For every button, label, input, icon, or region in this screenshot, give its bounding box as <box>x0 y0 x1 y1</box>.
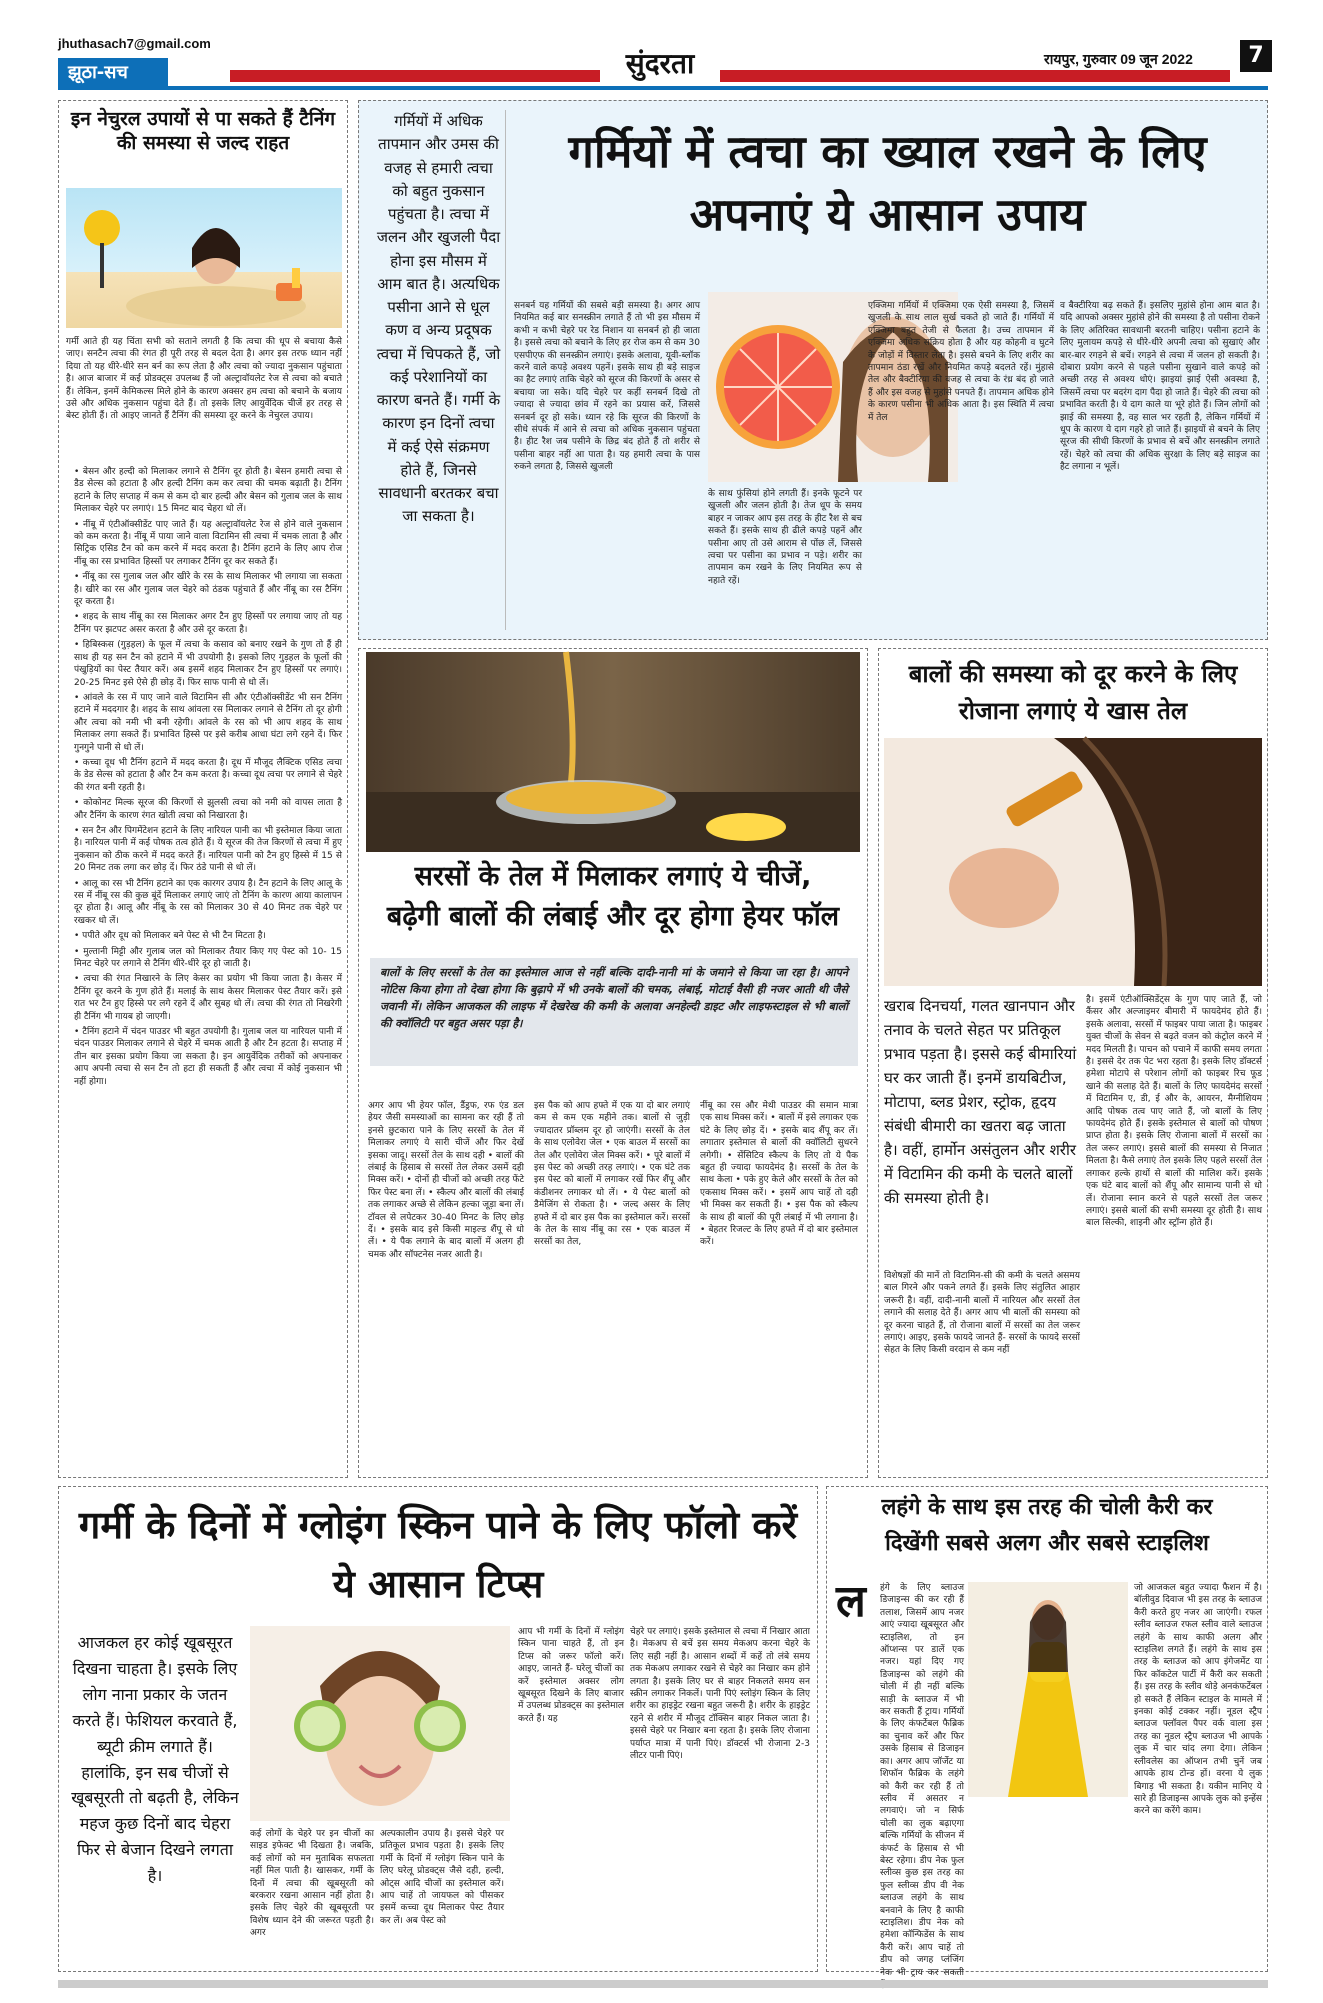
mustard-intro: बालों के लिए सरसों के तेल का इस्तेमाल आज से नहीं बल्कि दादी-नानी मां के जमाने से किया जा रहा है। आपने नोटिस किया होगा तो देखा होगा कि बुढ़ापे में भी उनके बालों की चमक, लंबाई, मोटाई वैसी ही नजर आती थी जैसे जवानी में। लेकिन आजकल की लाइफ में देखरेख की कमी के अलावा अनहेल्दी डाइट और लाइफस्टाइल से भी बालों की क्वॉलिटी पर बहुत असर पड़ा है। <box>370 958 858 1066</box>
summer-col-2: के साथ फुंसियां होने लगती हैं। इनके फूटने पर खुजली और जलन होती है। तेज धूप के समय बाहर न जाकर आप इस तरह के हीट रैश से बच सकते हैं। इसके साथ ही ढीले कपड़े पहनें और पसीना आए तो उसे आराम से पोंछ लें, जिससे त्वचा पर पसीना का प्रभाव न पड़े। शरीर का तापमान कम रखने के लिए नियमित रूप से नहाते रहें। <box>708 489 862 586</box>
header-rule <box>58 86 1268 90</box>
list-item: • आलू का रस भी टैनिंग हटाने का एक कारगर उपाय है। टैन हटाने के लिए आलू के रस में नींबू रस की कुछ बूंदें मिलाकर लगाएं जाएं तो टैनिंग के कारण आया कालापन दूर होता है। आलू और नींबू के रस को मिलाकर 30 से 40 मिनट तक चेहरे पर रखकर धो लें। <box>74 878 342 926</box>
hair-oil-photo <box>884 738 1262 986</box>
header-red-bar <box>230 70 1230 82</box>
summer-pullquote: गर्मियों में अधिक तापमान और उमस की वजह से हमारी त्वचा को बहुत नुकसान पहुंचता है। त्वचा में जलन और खुजली पैदा होना इस मौसम में आम बात है। अत्यधिक पसीना आने से धूल कण व अन्य प्रदूषक त्वचा में चिपकते हैं, जो कई परेशानियों का कारण बनते हैं। गर्मी के कारण इन दिनों त्वचा में कई ऐसे संक्रमण होते हैं, जिनसे सावधानी बरतकर बचा जा सकता है। <box>376 112 501 526</box>
list-item: • हिबिस्कस (गुड़हल) के फूल में त्वचा के कसाव को बनाए रखने के गुण तो हैं ही साथ ही यह सन टैन को हटाने में भी उपयोगी है। इसको लिए गुड़हल के फूलों की पंखुड़ियों का पेस्ट तैयार करें। अब इसमें शहद मिलाकर टैन हुए हिस्सों पर लगाएं। 20-25 मिनट इसे ऐसे ही छोड़ दें। फिर साफ पानी से धो लें। <box>74 640 342 688</box>
cucumber-woman-photo <box>250 1626 510 1821</box>
mustard-headline-line-2: बढ़ेगी बालों की लंबाई और दूर होगा हेयर फॉल <box>386 901 840 932</box>
brand-logo: झूठा-सच <box>58 58 168 86</box>
mustard-col-3: नींबू का रस और मेथी पाउडर की समान मात्रा एक साथ मिक्स करें। • बालों में इसे लगाकर एक घंटे के लिए छोड़ दें। • इसके बाद शैंपू कर लें। लगातार इस्तेमाल से बालों की क्वॉलिटी सुधरने लगेगी। • सेंसिटिव स्कैल्प के लिए तो ये पैक बहुत ही ज्यादा फायदेमंद है। सरसों के तेल के साथ केला • पके हुए केले और सरसों के तेल को एकसाथ मिक्स करें। • इसमें आप चाहें तो दही भी मिक्स कर सकती हैं। • इस पैक को स्कैल्प के साथ ही बालों की पूरी लंबाई में भी लगाना है। • बेहतर रिजल्ट के लिए हफ्ते में दो बार इस्तेमाल करें। <box>700 1101 858 1248</box>
oil-bowl-illustration <box>366 652 860 852</box>
hair-oil-illustration <box>884 738 1262 986</box>
list-item: • शहद के साथ नींबू का रस मिलाकर अगर टैन हुए हिस्सों पर लगाया जाए तो यह टैनिंग पर झटपट असर करता है और उसे दूर करता है। <box>74 612 343 635</box>
list-item: • टैनिंग हटाने में चंदन पाउडर भी बहुत उपयोगी है। गुलाब जल या नारियल पानी में चंदन पाउडर मिलाकर लगाने से चेहरे में चमक आती है और टैन हटता है। सप्ताह में तीन बार इसका प्रयोग किया जा सकता है। इन आयुर्वेदिक तरीकों को अपनाकर आप अपनी त्वचा से सन टैन तो हटा ही सकती हैं और त्वचा में कोई नुकसान भी नहीं होगा। <box>74 1027 342 1087</box>
summer-col-4: व बैक्टीरिया बढ़ सकते हैं। इसलिए मुहांसे होना आम बात है। यदि आपको अक्सर मुहांसे होने की समस्या है तो पसीना रोकने के लिए अतिरिक्त सावधानी बरतनी चाहिए। पसीना हटाने के लिए मुलायम कपड़े से धीरे-धीरे अपनी त्वचा को सुखाएं और बार-बार रगड़ने से बचें। रगड़ने से त्वचा में जलन हो सकती है। दोबारा प्रयोग करने से पहले पसीना सुखाने वाले कपड़े को अच्छी तरह से अवश्य धोएं। झाइयां झाई ऐसी अवस्था है, जिसमें त्वचा पर बदरंग दाग पैदा हो जाते हैं। चेहरे की त्वचा को प्रभावित करती है। ये दाग काले या भूरे होते हैं। जिन लोगों को झाई की समस्या है, वह साल भर रहती है, लेकिन गर्मियों में धूप के कारण ये दाग गहरे हो जाते हैं। झाइयों से बचने के लिए सूरज की सीधी किरणों के प्रभाव से बचें और सनस्क्रीन लगाते रहें। चेहरे को त्वचा की अधिक सुरक्षा के लिए बड़े साइज का हैट लगाना न भूलें। <box>1060 301 1260 473</box>
section-title: सुंदरता <box>600 44 720 82</box>
hair-oil-col-1b: विशेषज्ञों की मानें तो विटामिन-सी की कमी के चलते असमय बाल गिरने और पकने लगते हैं। इसके लिए संतुलित आहार जरूरी है। वहीं, दादी-नानी बालों में नारियल और सरसों तेल लगाने की सलाह देते हैं। अगर आप भी बालों की समस्या को दूर करना चाहते हैं, तो रोजाना बालों में सरसों का तेल जरूर लगाएं। आइए, इसके फायदे जानते हैं- सरसों के फायदे सरसों सेहत के लिए किसी वरदान से कम नहीं <box>884 1271 1080 1356</box>
yellow-lehenga-photo <box>968 1582 1128 1797</box>
lehenga-col-1: हंगे के लिए ब्लाउज डिजाइन्स की कर रही हैं तलाश, जिसमें आप नजर आएं ज्यादा खूबसूरत और स्टाइलिश, तो इन ऑप्शन्स पर डालें एक नजर। यहां दिए गए डिजाइन्स को लहंगे की चोली में ही नहीं बल्कि साड़ी के ब्लाउज में भी कर सकती हैं ट्राय। गर्मियों के लिए कंफर्टेबल फैब्रिक का चुनाव करें और फिर उसके हिसाब से डिजाइन का। अगर आप जॉर्जेट या शिफॉन फैब्रिक के लहंगे को कैरी कर रही हैं तो स्लीव में असतर न लगवाएं। जो न सिर्फ चोली का लुक बढ़ाएगा बल्कि गर्मियों के सीजन में कंफर्ट के हिसाब से भी बेस्ट रहेगा। डीप नेक फुल स्लीव्स कुछ इस तरह का फुल स्लीव्स डीप वी नेक ब्लाउज लहंगे के साथ बनवाने के लिए है काफी स्टाइलिश। डीप नेक को हमेशा कॉन्फिडेंस के साथ कैरी करें। आप चाहें तो डीप को जगह प्लंजिंग नेक भी ट्राय कर सकती <box>880 1583 964 1978</box>
mustard-col-2: इस पैक को आप हफ्ते में एक या दो बार लगाएं कम से कम एक महीने तक। बालों से जुड़ी ज्यादातर प्रॉब्लम दूर हो जाएंगी। सरसों के तेल के साथ एलोवेरा जेल • एक बाउल में सरसों का तेल और एलोवेरा जेल मिक्स करें। • पूरे बालों में इस पेस्ट को अच्छी तरह लगाएं। • एक घंटे तक इस पेस्ट को बालों में लगाकर रखें फिर शैंपू और कंडीशनर लगाकर धो लें। • ये पेस्ट बालों को डैमेजिंग से रोकता है। • जल्द असर के लिए हफ्ते में दो बार इस पैक का इस्तेमाल करें। सरसों के तेल के साथ नींबू का रस • एक बाउल में सरसों का तेल, <box>534 1101 690 1248</box>
lehenga-col-2: जो आजकल बहुत ज्यादा फैशन में है। बॉलीवुड दिवाज भी इस तरह के ब्लाउज कैरी करते हुए नजर आ जाएंगी। रफल स्लीव ब्लाउज रफल स्लीव वाले ब्लाउज लहंगे के साथ काफी अलग और स्टाइलिश लगते हैं। लहंगे के साथ इस तरह के ब्लाउज को आप इंगेजमेंट या फिर कॉकटेल पार्टी में कैरी कर सकती हैं। इस तरह के स्लीव थोड़े अनकंफर्टेबल हो सकते हैं लेकिन स्टाइल के मामले में इनका कोई टक्कर नहीं। नूडल स्ट्रैप ब्लाउज फ्लॉवल पैपर वर्क वाला इस तरह का नूडल स्ट्रैप ब्लाउज भी आपके लुक में चार चांद लगा देगा। लेकिन स्लीवलेस का ऑप्शन तभी चुनें जब आपके हाथ टोन्ड हों। वरना ये लुक बिगाड़ भी सकता है। यकीन मानिए ये सारे ही डिजाइन्स आपके लुक को इन्हेंस करने का करेंगे काम। <box>1134 1583 1262 1817</box>
list-item: • सन टैन और पिगमेंटेशन हटाने के लिए नारियल पानी का भी इस्तेमाल किया जाता है। नारियल पानी में कई पोषक तत्व होते हैं। ये सूरज की तेज किरणों से त्वचा में हुए नुकसान को ठीक करने में मदद करते हैं। नारियल पानी को टैन हुए हिस्से में 15 से 20 मिनट तक लगा कर छोड़ दें। फिर ठंडे पानी से धो लें। <box>74 825 343 874</box>
list-item: • नींबू का रस गुलाब जल और खीरे के रस के साथ मिलाकर भी लगाया जा सकता है। खीरे का रस और गुलाब जल चेहरे को ठंडक पहुंचाते हैं और नींबू का रस टैनिंग दूर करता है। <box>74 572 342 608</box>
list-item: • आंवले के रस में पाए जाने वाले विटामिन सी और एंटीऑक्सीडेंट भी सन टैनिंग हटाने में मददगार है। शहद के साथ आंवला रस मिलाकर लगाने से टैनिंग तो दूर होगी और त्वचा को नमी भी बनी रहेगी। आंवले के रस को भी आप शहद के साथ मिलाकर लगा सकते हैं। प्रभावित हिस्से पर इसे करीब आधा घंटा लगे रहने दें। फिर गुनगुने पानी से धो लें। <box>74 692 343 753</box>
hair-oil-col-2: है। इसमें एंटीऑक्सिडेंट्स के गुण पाए जाते हैं, जो कैंसर और अल्जाइमर बीमारी में फायदेमंद होते हैं। इसके अलावा, सरसों में फाइबर पाया जाता है। फाइबर युक्त चीजों के सेवन से बढ़ते वजन को कंट्रोल करने में मदद मिलती है। पाचन को पचाने में काफी समय लगता है। इससे देर तक पेट भरा रहता है। इसके लिए डॉक्टर्स हमेशा मोटापे से परेशान लोगों को फाइबर रिच फूड खाने की सलाह देते हैं। बालों के लिए फायदेमंद सरसों में विटामिन ए, डी, ई और के, आयरन, मैग्नीशियम आदि पोषक तत्व पाए जाते हैं, जो बालों के लिए फायदेमंद होते हैं। इसके इस्तेमाल से बालों को पोषण प्राप्त होता है। इसके लिए रोजाना बालों में सरसों का तेल जरूर लगाएं। इससे बालों की समस्या से निजात मिलता है। कैसे लगाएं तेल इसके लिए पहले सरसों तेल लगाकर हल्के हाथों से बालों की मालिश करें। इसके एक घंटे बाद बालों को शैंपू और सामान्य पानी से धो लें। रोजाना स्नान करने से पहले सरसों तेल जरूर लगाएं। इससे बालों की सभी समस्या दूर होती है। साथ बाल सिल्की, शाइनी और स्ट्रॉन्ग होते हैं। <box>1086 995 1262 1229</box>
tanning-bullet-list <box>66 466 342 1471</box>
glow-col-3: चेहरे पर लगाएं। इसके इस्तेमाल से त्वचा में निखार आता है। मेकअप से बचें इस समय मेकअप करना चेहरे के लिए सही नहीं है। आसान शब्दों में कहें तो लंबे समय तक मेकअप लगाकर रखने से चेहरे का निखार कम होने लगता है। इसके लिए घर से बाहर निकलते समय सन स्क्रीन लगाकर निकलें। पानी पिएं स्लोइंग स्किन के लिए शरीर का हाइड्रेट रखना बहुत जरूरी है। शरीर के हाइड्रेट रहने से शरीर में मौजूद टॉक्सिन बाहर निकल जाता है। इससे चेहरे पर निखार बना रहता है। इसके लिए रोजाना पर्याप्त मात्रा में पानी पिएं। डॉक्टर्स भी रोजाना 2-3 लीटर पानी पिएं। <box>630 1627 810 1762</box>
hair-oil-lead: खराब दिनचर्या, गलत खानपान और तनाव के चलते सेहत पर प्रतिकूल प्रभाव पड़ता है। इससे कई बीमारियां घर कर जाती हैं। इनमें डायबिटीज, मोटापा, ब्लड प्रेशर, स्ट्रोक, हृदय संबंधी बीमारी का खतरा बढ़ जाता है। वहीं, हार्मोन असंतुलन और शरीर में विटामिन की कमी के चलते बालों की समस्या होती है। <box>884 997 1077 1207</box>
summer-col-3: एक्जिमा गर्मियों में एक्जिमा एक ऐसी समस्या है, जिसमें खुजली के साथ लाल सुर्ख चकते हो जाते हैं। गर्मियों में एक्जिमा बहुत तेजी से फैलता है। उच्च तापमान में एक्जिमा अधिक सक्रिय होता है और यह कोहनी व घुटने के जोड़ों में विस्तार लेता है। इससे बचने के लिए शरीर का तापमान ठंडा रखें और नियमित कपड़े बदलते रहें। मुंहासे तेल और बैक्टीरिया की वजह से त्वचा के रंध्र बंद हो जाते हैं और इस वजह से मुहांसे पनपते हैं। तापमान अधिक होने के कारण पसीना भी अधिक आता है। इस स्थिति में त्वचा में तेल <box>868 301 1054 423</box>
list-item: • पपीते और दूध को मिलाकर बने पेस्ट से भी टैन मिटता है। <box>74 931 266 942</box>
tanning-headline: इन नेचुरल उपायों से पा सकते हैं टैनिंग की समस्या से जल्द राहत <box>70 108 336 154</box>
yellow-lehenga-woman-illustration <box>968 1582 1128 1797</box>
footer-color-bar <box>58 1980 1268 1988</box>
list-item: • बेसन और हल्दी को मिलाकर लगाने से टैनिंग दूर होती है। बेसन हमारी त्वचा से डैड सेल्स को हटाता है और हल्दी टैनिंग कम कर त्वचा की चमक बढ़ाती है। टैनिंग हटाने के लिए सप्ताह में कम से कम दो बार हल्दी और बेसन को गुलाब जल के साथ मिलाकर चेहरे पर लगाएं। 15 मिनट बाद चेहरा धो लें। <box>74 467 342 515</box>
summer-headline: गर्मियों में त्वचा का ख्याल रखने के लिए अपनाएं ये आसान उपाय <box>568 125 1207 241</box>
hair-oil-headline: बालों की समस्या को दूर करने के लिए रोजाना लगाएं ये खास तेल <box>908 660 1238 726</box>
lehenga-headline-line-2: दिखेंगी सबसे अलग और सबसे स्टाइलिश <box>885 1531 1209 1556</box>
glow-col-1: आप भी गर्मी के दिनों में ग्लोइंग स्किन पाना चाहते हैं, तो इन टिप्स को जरूर फॉलो करें। आइए, जानते हैं- घरेलू चीजों का करें इस्तेमाल अक्सर लोग खूबसूरत दिखने के लिए बाजार में उपलब्ध प्रोडक्ट्स का इस्तेमाल करते हैं। यह <box>518 1627 624 1724</box>
tanning-intro: गर्मी आते ही यह चिंता सभी को सताने लगती है कि त्वचा की धूप से बचाया कैसे जाए। सनटैन त्वचा की रंगत ही पूरी तरह से बदल देता है। अगर इस तरफ ध्यान नहीं दिया तो यह धीरे-धीरे सन बर्न का रूप लेता है और त्वचा को ज्यादा नुकसान पहुंचाता है। आज बाजार में कई प्रोडक्ट्स उपलब्ध हैं जो अल्ट्रावॉयलेट रेज से त्वचा को बचाते हैं। लेकिन, इनमें केमिकल्स मिले होने के कारण अक्सर हम त्वचा को बचाने के बजाय उसे और अधिक नुकसान पहुंचा देते हैं। तो इसके लिए आयुर्वेदिक चीजें हर तरह से बेस्ट होती हैं। तो आइए जानते हैं टैनिंग की समस्या दूर करने के नेचुरल उपाय। <box>66 337 342 422</box>
oil-pour-photo <box>366 652 860 852</box>
mustard-col-1: अगर आप भी हेयर फॉल, डैंड्रफ, रफ एंड डल हेयर जैसी समस्याओं का सामना कर रही हैं तो इनसे छुटकारा पाने के लिए सरसों के तेल में मिलाकर लगाएं ये सारी चीजें और फिर देखें इसका जादू। सरसों तेल के साथ दही • बालों की लंबाई के हिसाब से सरसों तेल लेकर उसमें दही मिक्स करें। • दोनों ही चीजों को अच्छी तरह फेंटे फिर पेस्ट बना लें। • स्कैल्प और बालों की लंबाई तक लगाकर अच्छे से लेकिन हल्का जूड़ा बना लें। टॉवल से लपेटकर 30-40 मिनट के लिए छोड़ दें। • इसके बाद इसे किसी माइल्ड शैंपू से धो लें। • ये पैक लगाने के बाद बालों में अलग ही चमक और सॉफ्टनेस नजर आती है। <box>368 1101 524 1260</box>
mustard-headline-line-1: सरसों के तेल में मिलाकर लगाएं ये चीजें, <box>414 861 812 892</box>
list-item: • कच्चा दूध भी टैनिंग हटाने में मदद करता है। दूध में मौजूद लैक्टिक एसिड त्वचा के डेड सेल्स को हटाता है और टैन कम करता है। कच्चा दूध त्वचा पर लगाने से चेहरे की रंगत बनी रहती है। <box>74 757 343 793</box>
lehenga-headline-line-1: लहंगे के साथ इस तरह की चोली कैरी कर <box>881 1495 1213 1520</box>
glow-headline: गर्मी के दिनों में ग्लोइंग स्किन पाने के लिए फॉलो करें ये आसान टिप्स <box>78 1503 798 1606</box>
issue-date: रायपुर, गुरुवार 09 जून 2022 <box>1040 50 1197 69</box>
email: jhuthasach7@gmail.com <box>58 36 211 51</box>
list-item: • नींबू में एंटीऑक्सीडेंट पाए जाते हैं। यह अल्ट्रावॉयलेट रेज से होने वाले नुकसान को कम करता है। नींबू में पाया जाने वाला विटामिन सी त्वचा में चमक लाता है और सिट्रिक एसिड टैन को कम करने में मदद करता है। टैनिंग हटाने के लिए आप रोज नींबू का रस प्रभावित हिस्सों पर लगाकर टैनिंग दूर कर सकते हैं। <box>74 519 342 567</box>
list-item: • मुल्तानी मिट्टी और गुलाब जल को मिलाकर तैयार किए गए पेस्ट को 10- 15 मिनट चेहरे पर लगाने से टैनिंग धीरे-धीरे दूर हो जाती है। <box>74 946 343 970</box>
glow-col-2: अल्पकालीन उपाय है। इससे चेहरे पर प्रतिकूल प्रभाव पड़ता है। इसके लिए गर्मी के दिनों में ग्लोइंग स्किन पाने के लिए घरेलू प्रोडक्ट्स जैसे दही, हल्दी, ओट्स आदि चीजों का इस्तेमाल करें। आप चाहें तो जायफल को पीसकर इसमें कच्चा दूध मिलाकर पेस्ट तैयार कर लें। अब पेस्ट को <box>380 1829 504 1926</box>
pullquote-divider <box>505 110 506 630</box>
woman-in-sand-illustration <box>66 188 342 328</box>
summer-col-1: सनबर्न यह गर्मियों की सबसे बड़ी समस्या है। अगर आप नियमित कई बार सनस्क्रीन लगाते हैं तो भी इस मौसम में कभी न कभी चेहरे पर रेड निशान या सनबर्न हो ही जाता है। इससे त्वचा को बचाने के लिए हर रोज कम से कम 30 एसपीएफ की सनस्क्रीन लगाएं। इसके अलावा, यूवी-ब्लॉक करने वाले कपड़े अवश्य पहनें। इसके साथ ही बड़े साइज का हैट लगाएं ताकि चेहरे को सूरज की किरणों के असर से बचाया जा सके। यदि चेहरे पर कहीं सनबर्न दिखे तो ज्यादा से ज्यादा छांव में रहने का प्रयास करें, जिससे सनबर्न दूर हो सके। ध्यान रहे कि सूरज की किरणों के सीधे संपर्क में आने से त्वचा को अधिक नुकसान पहुंचता है। हीट रैश जब पसीने के छिद्र बंद होते हैं तो शरीर से पसीना बाहर नहीं आ पाता है। यह हमारी त्वचा के पास रुकने लगता है, जिससे खुजली <box>514 301 700 473</box>
list-item: • कोकोनट मिल्क सूरज की किरणों से झुलसी त्वचा को नमी को वापस लाता है और टैनिंग के कारण रंगत खोती त्वचा को निखारता है। <box>74 798 342 821</box>
list-item: • त्वचा की रंगत निखारने के लिए केसर का प्रयोग भी किया जाता है। केसर में टैनिंग दूर करने के गुण होते हैं। मलाई के साथ केसर मिलाकर पेस्ट तैयार करें। इसे रात भर टैन हुए हिस्से पर लगे रहने दें और सुबह धो लें। त्वचा की रंगत तो निखरेगी ही टैनिंग भी गायब हो जाएगी। <box>74 974 342 1022</box>
tanning-photo <box>66 188 342 328</box>
page-number: 7 <box>1240 40 1272 72</box>
glow-col-1b: कई लोगों के चेहरे पर इन चीजों का साइड इफेक्ट भी दिखता है। जबकि, कई लोगों को मन मुताबिक सफलता नहीं मिल पाती है। खासकर, गर्मी के दिनों में त्वचा की खूबसूरती को बरकरार रखना आसान नहीं होता है। इसके लिए चेहरे की खूबसूरती पर विशेष ध्यान देने की जरूरत पड़ती है। अगर <box>250 1829 374 1939</box>
glow-lead: आजकल हर कोई खूबसूरत दिखना चाहता है। इसके लिए लोग नाना प्रकार के जतन करते हैं। फेशियल करवाते हैं, ब्यूटी क्रीम लगाते हैं। हालांकि, इन सब चीजों से खूबसूरती तो बढ़ती है, लेकिन महज कुछ दिनों बाद चेहरा फिर से बेजान दिखने लगता है। <box>71 1633 239 1886</box>
cucumber-face-illustration <box>250 1626 510 1821</box>
lehenga-dropcap: ल <box>836 1576 866 1627</box>
